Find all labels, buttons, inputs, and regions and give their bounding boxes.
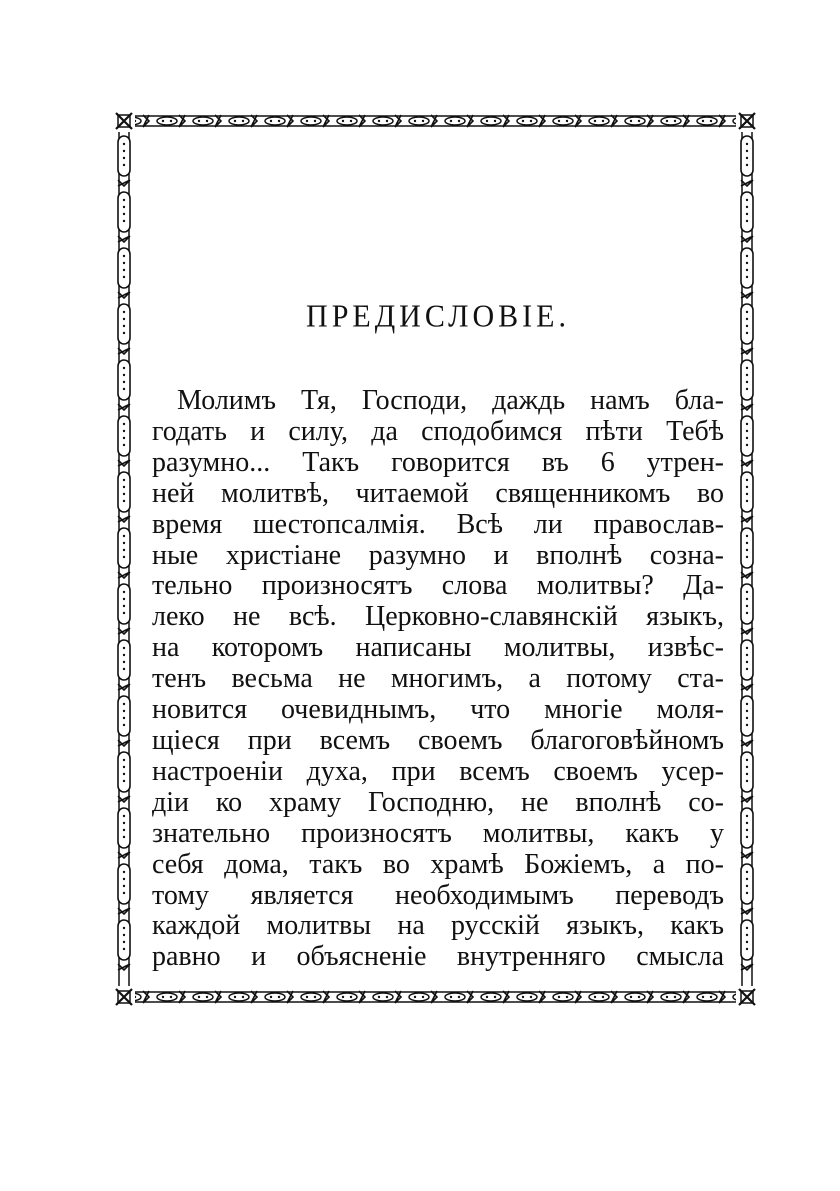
text-line: разумно... Такъ говорится въ 6 утрен-: [152, 446, 724, 478]
text-line: годать и силу, да сподобимся пѣти Тебѣ: [152, 415, 724, 447]
text-line: Молимъ Тя, Господи, даждь намъ бла-: [177, 385, 724, 416]
text-line: тому является необходимымъ переводъ: [152, 879, 724, 911]
text-line: леко не всѣ. Церковно-славянскій языкъ,: [152, 601, 724, 633]
text-line: діи ко храму Господню, не вполнѣ со-: [152, 786, 724, 818]
text-line: ней молитвѣ, читаемой священникомъ во: [152, 477, 724, 509]
text-line: ные христіане разумно и вполнѣ созна-: [152, 539, 724, 571]
text-line: тенъ весьма не многимъ, а потому ста-: [152, 663, 724, 695]
text-line: новится очевиднымъ, что многіе моля-: [152, 694, 724, 726]
preface-paragraph: [152, 386, 724, 973]
text-line: на которомъ написаны молитвы, извѣс-: [152, 632, 724, 664]
text-line: щіеся при всемъ своемъ благоговѣйномъ: [152, 724, 724, 756]
text-line: тельно произносятъ слова молитвы? Да-: [152, 570, 724, 602]
text-line: себя дома, такъ во храмѣ Божіемъ, а по-: [152, 848, 724, 880]
text-line: время шестопсалмія. Всѣ ли православ-: [152, 508, 724, 540]
text-line: знательно произносятъ молитвы, какъ у: [152, 817, 724, 849]
text-line: каждой молитвы на русскій языкъ, какъ: [152, 910, 724, 942]
text-line: равно и объясненіе внутренняго смысла: [152, 941, 724, 973]
page-body: [152, 300, 724, 973]
page-title: ПРЕДИСЛОВІЕ.: [306, 299, 570, 334]
text-line: настроеніи духа, при всемъ своемъ усер-: [152, 755, 724, 787]
